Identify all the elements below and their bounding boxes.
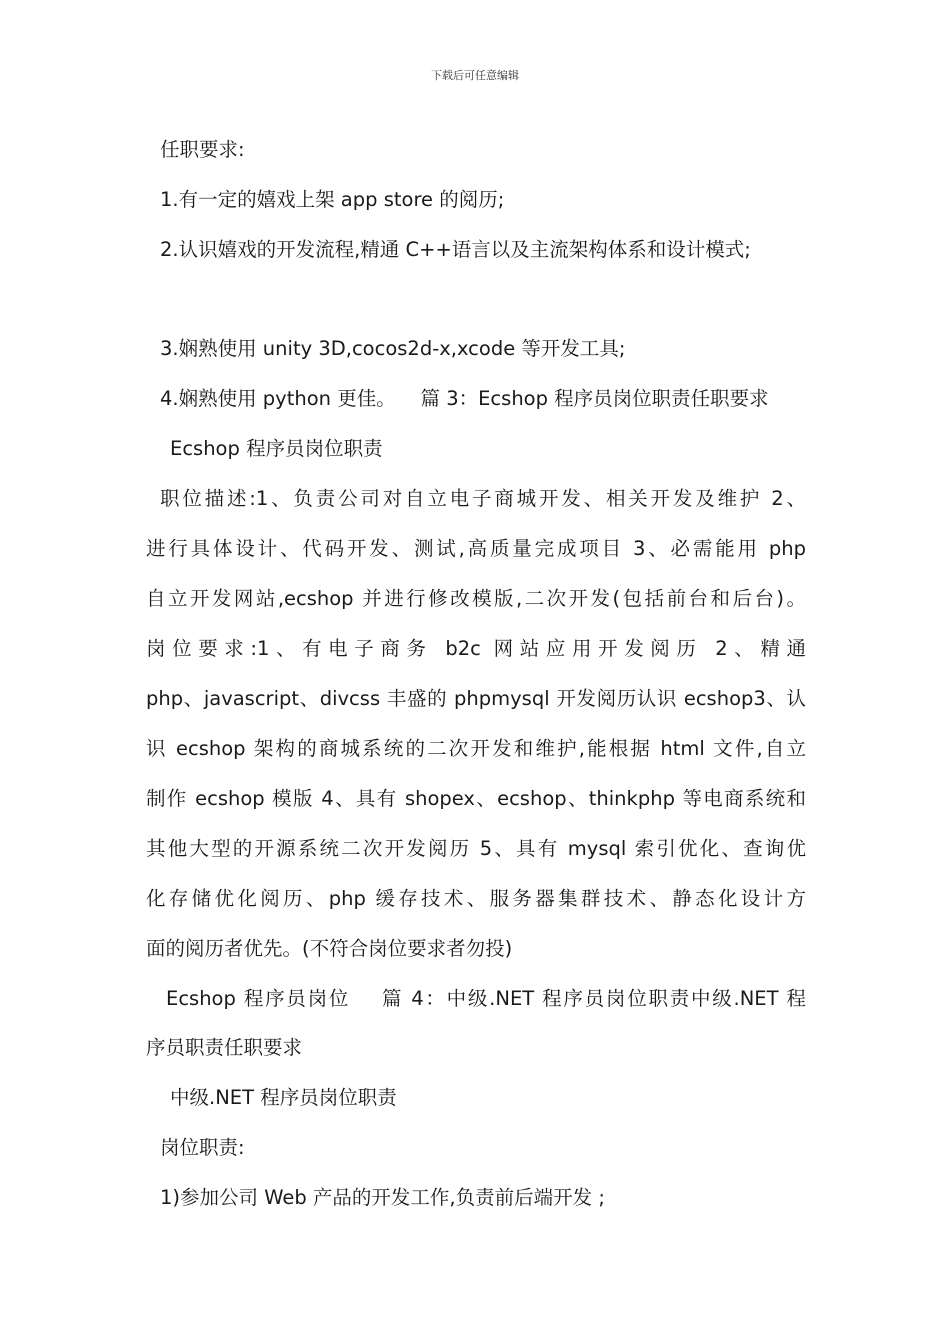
requirement-item-1: 1.有一定的嬉戏上架 app store 的阅历; <box>160 188 505 211</box>
paragraph-line: 职位描述:1、负责公司对自立电子商城开发、相关开发及维护 2、 <box>160 487 806 510</box>
paragraph-line: 岗位要求:1、有电子商务 b2c 网站应用开发阅历 2、精通 <box>146 637 806 660</box>
subsection-title-net: 中级.NET 程序员岗位职责 <box>170 1086 397 1109</box>
requirement-item-2: 2.认识嬉戏的开发流程,精通 C++语言以及主流架构体系和设计模式; <box>160 238 751 261</box>
requirement-item-4: 4.娴熟使用 python 更佳。 篇 3：Ecshop 程序员岗位职责任职要求 <box>160 387 769 410</box>
paragraph-line: 自立开发网站,ecshop 并进行修改模版,二次开发(包括前台和后台)。 <box>146 587 806 610</box>
paragraph-line: 化存储优化阅历、php 缓存技术、服务器集群技术、静态化设计方 <box>146 887 806 910</box>
duties-heading: 岗位职责: <box>160 1136 245 1159</box>
requirements-heading: 任职要求: <box>160 138 245 161</box>
paragraph-line: php、javascript、divcss 丰盛的 phpmysql 开发阅历认识 ecshop3、认 <box>146 687 806 710</box>
section-title-ecshop: Ecshop 程序员岗位职责 <box>170 437 383 460</box>
paragraph-line: 序员职责任职要求 <box>146 1036 303 1059</box>
paragraph-line: 面的阅历者优先。(不符合岗位要求者勿投) <box>146 937 513 960</box>
paragraph-line: 进行具体设计、代码开发、测试,高质量完成项目 3、必需能用 php <box>146 537 806 560</box>
paragraph-line: 其他大型的开源系统二次开发阅历 5、具有 mysql 索引优化、查询优 <box>146 837 806 860</box>
page-header: 下载后可任意编辑 <box>431 69 519 82</box>
requirement-item-3: 3.娴熟使用 unity 3D,cocos2d-x,xcode 等开发工具; <box>160 337 626 360</box>
paragraph-line: 制作 ecshop 模版 4、具有 shopex、ecshop、thinkphp 等电商系统和 <box>146 787 806 810</box>
paragraph-line: 识 ecshop 架构的商城系统的二次开发和维护,能根据 html 文件,自立 <box>146 737 806 760</box>
duty-item-1: 1)参加公司 Web 产品的开发工作,负责前后端开发 ; <box>160 1186 605 1209</box>
section-title-net: Ecshop 程序员岗位 篇 4：中级.NET 程序员岗位职责中级.NET 程 <box>166 987 806 1010</box>
